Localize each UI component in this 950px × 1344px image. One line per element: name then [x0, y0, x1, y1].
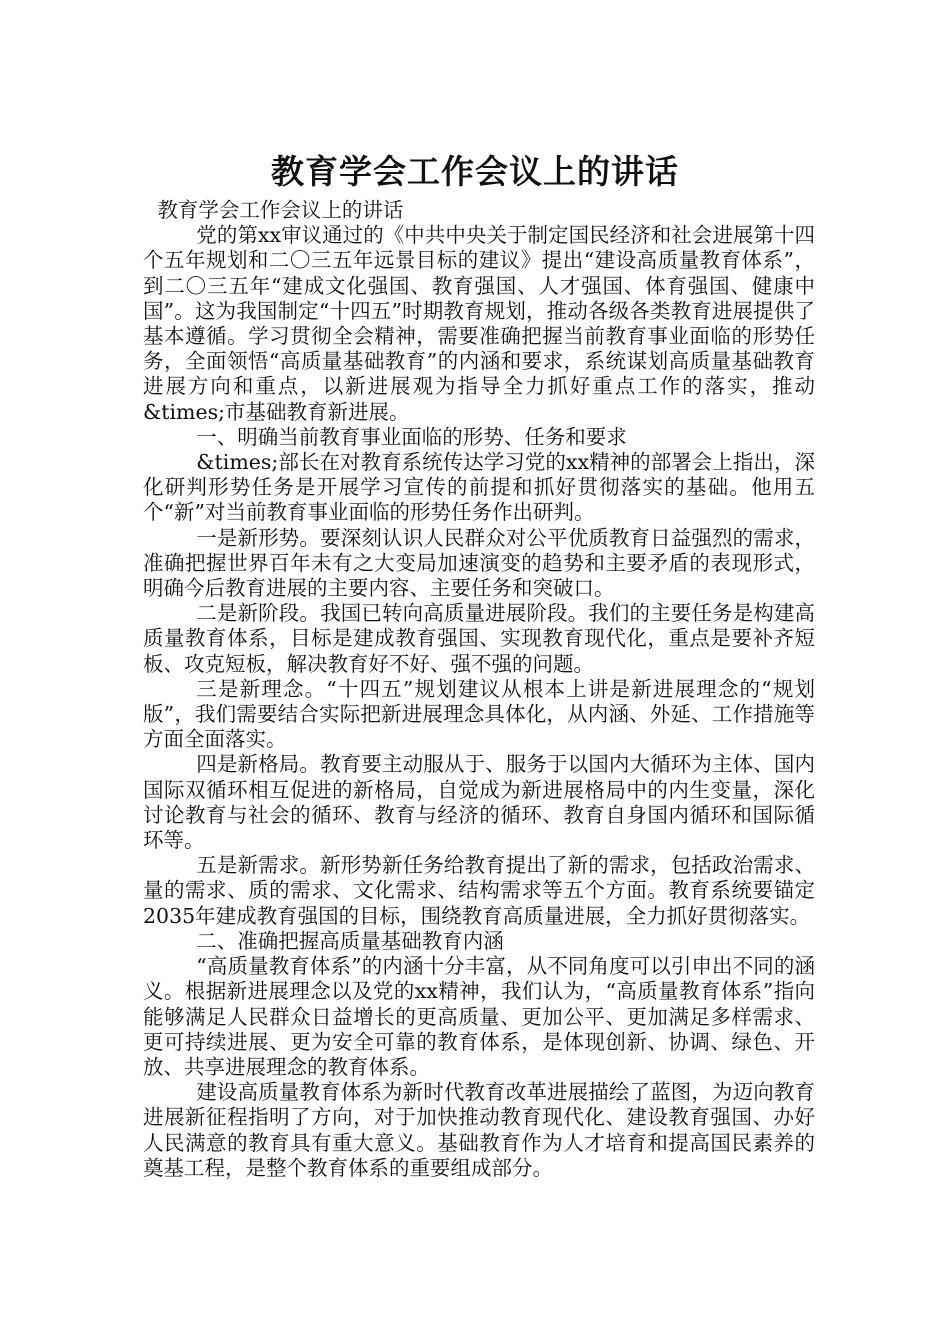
document-title: 教育学会工作会议上的讲话: [271, 152, 679, 192]
section-heading: 二、准确把握高质量基础教育内涵: [196, 928, 504, 953]
body-paragraph: 二是新阶段。我国已转向高质量进展阶段。我们的主要任务是构建高质量教育体系，目标是建成教育强国、实现教育现代化，重点是要补齐短板、攻克短板，解决教育好不好、强不强的问题。: [143, 601, 815, 676]
body-paragraph: 一是新形势。要深刻认识人民群众对公平优质教育日益强烈的需求，准确把握世界百年未有之大变局加速演变的趋势和主要矛盾的表现形式，明确今后教育进展的主要内容、主要任务和突破口。: [143, 525, 815, 601]
body-paragraph: 三是新理念。“十四五”规划建议从根本上讲是新进展理念的“规划版”，我们需要结合实际把新进展理念具体化，从内涵、外延、工作措施等方面全面落实。: [143, 676, 815, 752]
subtitle-paragraph: 教育学会工作会议上的讲话: [157, 198, 404, 222]
body-paragraph: 五是新需求。新形势新任务给教育提出了新的需求，包括政治需求、量的需求、质的需求、文化需求、结构需求等五个方面。教育系统要锚定2035年建成教育强国的目标，围绕教育高质量进展，全力抓好贯彻落实。: [143, 853, 815, 928]
body-paragraph: “高质量教育体系”的内涵十分丰富，从不同角度可以引申出不同的涵义。根据新进展理念以及党的xx精神，我们认为，“高质量教育体系”指向能够满足人民群众日益增长的更高质量、更加公平、更加满足多样需求、更可持续进展、更为安全可靠的教育体系，是体现创新、协调、绿色、开放、共享进展理念的教育体系。: [143, 954, 815, 1079]
body-paragraph: 四是新格局。教育要主动服从于、服务于以国内大循环为主体、国内国际双循环相互促进的新格局，自觉成为新进展格局中的内生变量，深化讨论教育与社会的循环、教育与经济的循环、教育自身国内循环和国际循环等。: [143, 752, 815, 853]
body-paragraph: &times;部长在对教育系统传达学习党的xx精神的部署会上指出，深化研判形势任务是开展学习宣传的前提和抓好贯彻落实的基础。他用五个“新”对当前教育事业面临的形势任务作出研判。: [143, 450, 815, 525]
body-paragraph: 建设高质量教育体系为新时代教育改革进展描绘了蓝图，为迈向教育进展新征程指明了方向，对于加快推动教育现代化、建设教育强国、办好人民满意的教育具有重大意义。基础教育作为人才培育和提高国民素养的奠基工程，是整个教育体系的重要组成部分。: [143, 1080, 815, 1180]
document-body: [143, 198, 815, 1181]
body-paragraph: 党的第xx审议通过的《中共中央关于制定国民经济和社会进展第十四个五年规划和二〇三五年远景目标的建议》提出“建设高质量教育体系”，到二〇三五年“建成文化强国、教育强国、人才强国、体育强国、健康中国”。这为我国制定“十四五”时期教育规划，推动各级各类教育进展提供了基本遵循。学习贯彻全会精神，需要准确把握当前教育事业面临的形势任务，全面领悟“高质量基础教育”的内涵和要求，系统谋划高质量基础教育进展方向和重点，以新进展观为指导全力抓好重点工作的落实，推动&times;市基础教育新进展。: [143, 223, 815, 424]
section-heading: 一、明确当前教育事业面临的形势、任务和要求: [196, 424, 627, 449]
